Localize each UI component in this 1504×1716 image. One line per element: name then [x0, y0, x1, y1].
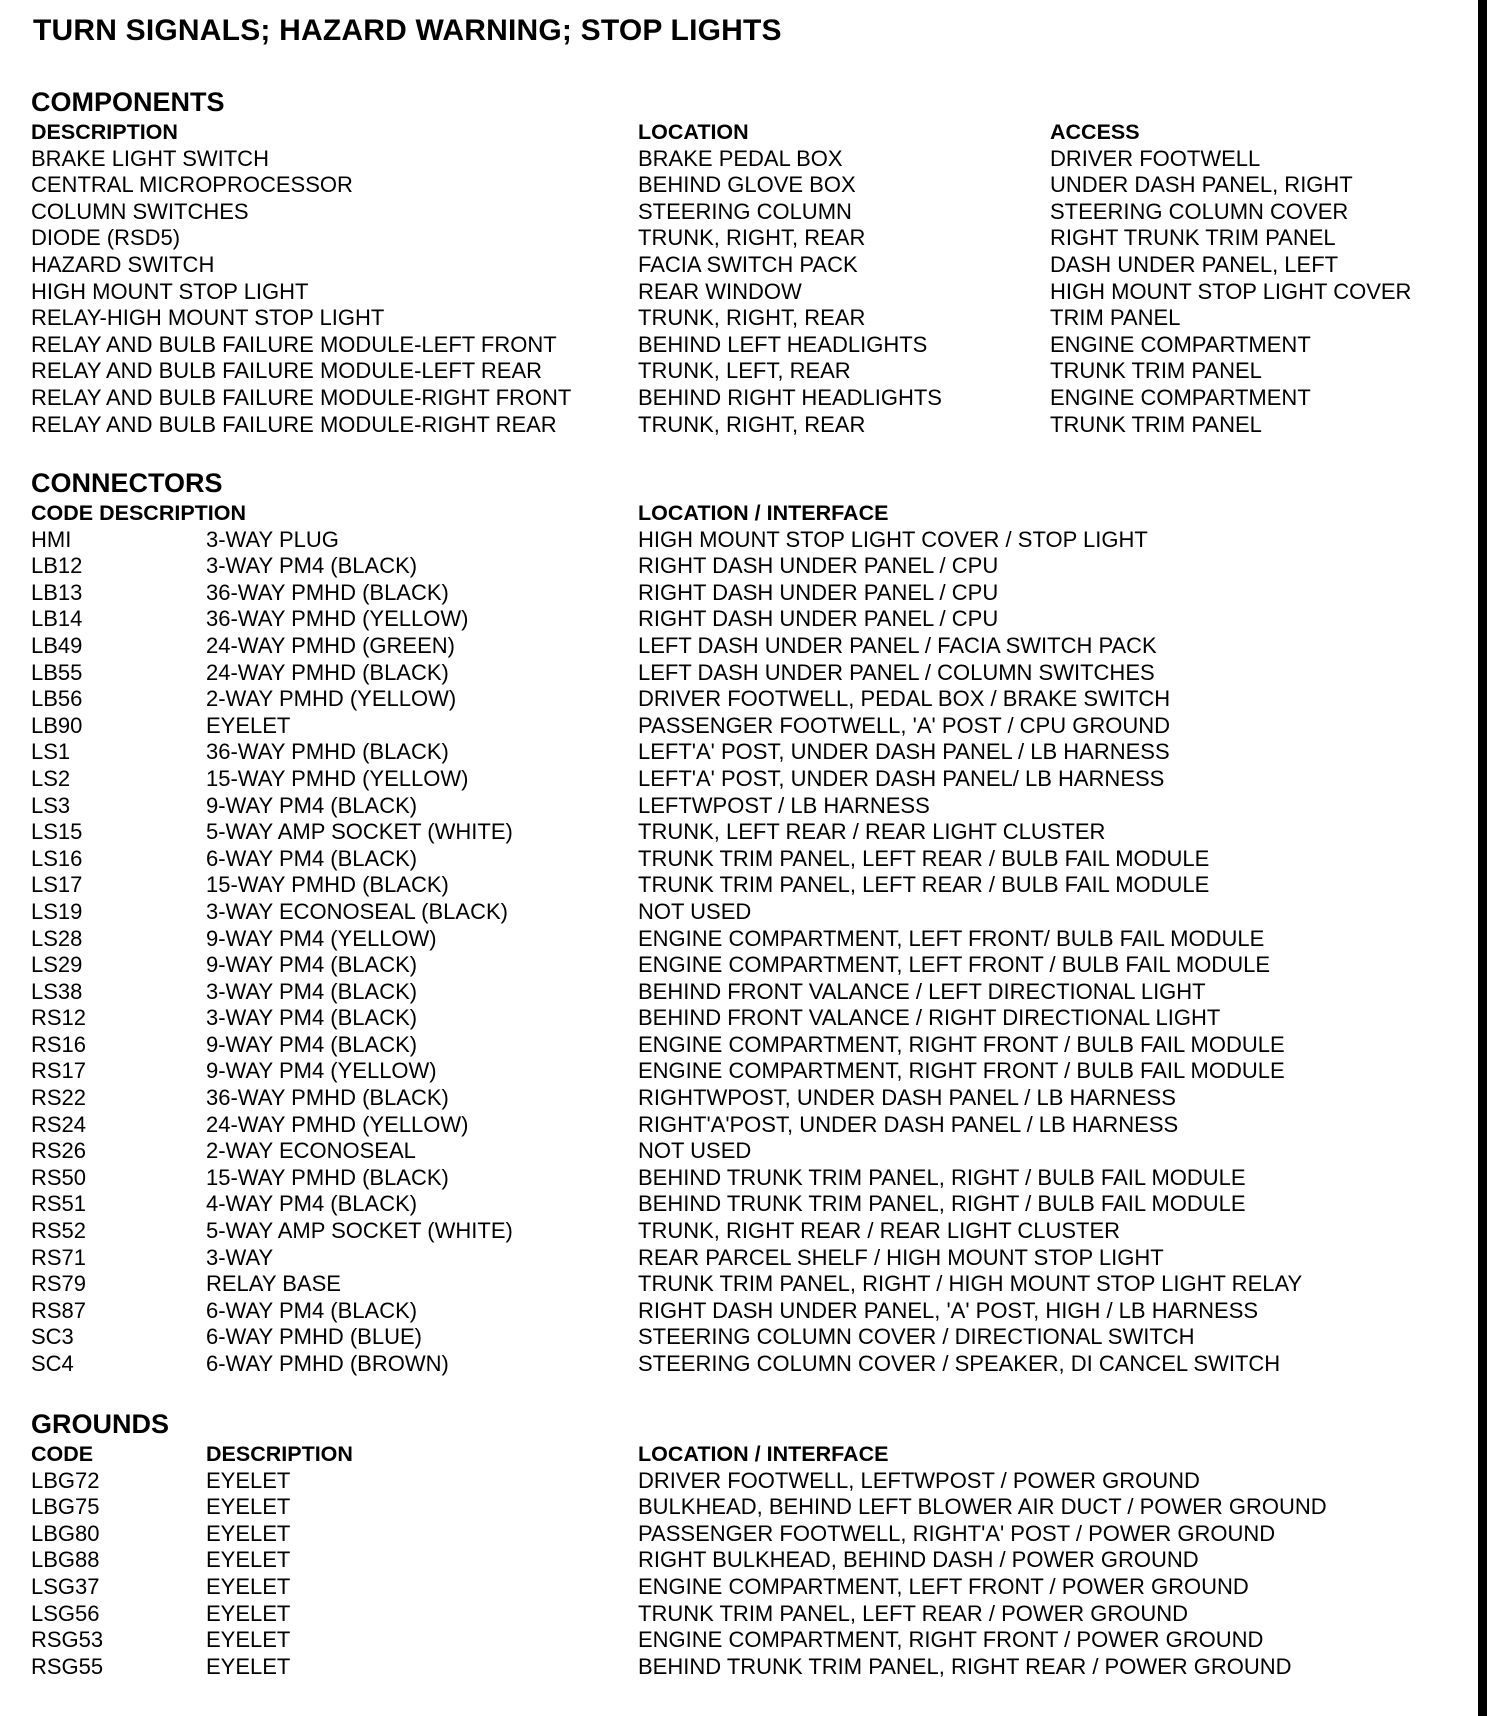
table-row: [31, 1112, 1451, 1139]
table-row: [31, 739, 1451, 766]
ground-description: EYELET: [206, 1627, 291, 1653]
ground-location-interface: TRUNK TRIM PANEL, LEFT REAR / POWER GROUND: [638, 1600, 1189, 1626]
table-row: [31, 1494, 1451, 1521]
access-column-header: ACCESS: [1050, 120, 1140, 144]
component-description: HAZARD SWITCH: [31, 251, 215, 277]
connector-description: 9-WAY PM4 (BLACK): [206, 1031, 418, 1057]
connector-description: 2-WAY ECONOSEAL: [206, 1138, 416, 1164]
ground-location-interface: BULKHEAD, BEHIND LEFT BLOWER AIR DUCT / POWER GROUND: [638, 1494, 1327, 1520]
table-row: [31, 606, 1451, 633]
location-column-header: LOCATION: [638, 120, 749, 144]
component-location: TRUNK, RIGHT, REAR: [638, 225, 866, 251]
connector-code: LS1: [31, 739, 71, 765]
connector-location-interface: RIGHT DASH UNDER PANEL / CPU: [638, 553, 999, 579]
table-row: [31, 172, 1451, 199]
table-row: [31, 527, 1451, 554]
connector-description: 9-WAY PM4 (YELLOW): [206, 925, 437, 951]
connector-code: LS17: [31, 872, 83, 898]
table-row: [31, 686, 1451, 713]
connector-description: 3-WAY: [206, 1244, 274, 1270]
connector-location-interface: NOT USED: [638, 1138, 752, 1164]
table-row: [31, 199, 1451, 226]
connector-description: 6-WAY PMHD (BLUE): [206, 1324, 422, 1350]
connector-code: RS22: [31, 1085, 87, 1111]
table-row: [31, 1468, 1451, 1495]
component-description: DIODE (RSD5): [31, 225, 181, 251]
connector-description: 36-WAY PMHD (BLACK): [206, 739, 449, 765]
ground-description: EYELET: [206, 1494, 291, 1520]
connector-description: RELAY BASE: [206, 1271, 341, 1297]
table-row: [31, 580, 1451, 607]
connector-code: SC4: [31, 1351, 74, 1376]
connector-description: 6-WAY PMHD (BROWN): [206, 1351, 449, 1376]
ground-code: RSG53: [31, 1627, 104, 1653]
table-row: [31, 1574, 1451, 1601]
connector-location-interface: HIGH MOUNT STOP LIGHT COVER / STOP LIGHT: [638, 526, 1148, 552]
connector-code: RS12: [31, 1005, 87, 1031]
table-row: [31, 412, 1451, 439]
connector-location-interface: ENGINE COMPARTMENT, LEFT FRONT / BULB FAIL MODULE: [638, 952, 1270, 978]
component-description: RELAY AND BULB FAILURE MODULE-RIGHT REAR: [31, 411, 557, 437]
connector-description: 15-WAY PMHD (BLACK): [206, 872, 449, 898]
table-row: [31, 1005, 1451, 1032]
connector-location-interface: TRUNK TRIM PANEL, LEFT REAR / BULB FAIL MODULE: [638, 872, 1210, 898]
component-description: COLUMN SWITCHES: [31, 198, 249, 224]
connector-code: RS52: [31, 1218, 87, 1244]
connector-code: LB13: [31, 579, 83, 605]
component-description: HIGH MOUNT STOP LIGHT: [31, 278, 309, 304]
table-row: [31, 1521, 1451, 1548]
connector-code: RS24: [31, 1111, 87, 1137]
connector-code: RS17: [31, 1058, 87, 1084]
ground-location-interface: BEHIND TRUNK TRIM PANEL, RIGHT REAR / POWER GROUND: [638, 1653, 1292, 1679]
ground-code: LSG56: [31, 1600, 100, 1626]
component-access: TRIM PANEL: [1050, 305, 1181, 331]
connector-location-interface: RIGHT DASH UNDER PANEL / CPU: [638, 606, 999, 632]
table-row: [31, 146, 1451, 173]
connectors-section: [31, 466, 1451, 1378]
ground-description: EYELET: [206, 1573, 291, 1599]
table-row: [31, 1298, 1451, 1325]
connector-location-interface: TRUNK, LEFT REAR / REAR LIGHT CLUSTER: [638, 819, 1106, 845]
connector-code: RS51: [31, 1191, 87, 1217]
connector-location-interface: RIGHT DASH UNDER PANEL / CPU: [638, 579, 999, 605]
connector-description: 6-WAY PM4 (BLACK): [206, 845, 418, 871]
table-row: [31, 1271, 1451, 1298]
component-location: REAR WINDOW: [638, 278, 802, 304]
table-row: [31, 305, 1451, 332]
components-title: COMPONENTS: [31, 87, 225, 117]
table-row: [31, 279, 1451, 306]
connector-code: LS19: [31, 898, 83, 924]
connector-location-interface: BEHIND TRUNK TRIM PANEL, RIGHT / BULB FAIL MODULE: [638, 1164, 1246, 1190]
connector-description: 36-WAY PMHD (BLACK): [206, 1085, 449, 1111]
ground-description: EYELET: [206, 1467, 291, 1493]
connector-description: 9-WAY PM4 (YELLOW): [206, 1058, 437, 1084]
location-interface-column-header: LOCATION / INTERFACE: [638, 501, 889, 525]
connector-location-interface: PASSENGER FOOTWELL, 'A' POST / CPU GROUND: [638, 712, 1171, 738]
connector-code: LB90: [31, 712, 83, 738]
page-right-border: [1478, 0, 1487, 1716]
connector-description: 9-WAY PM4 (BLACK): [206, 792, 418, 818]
table-row: [31, 1138, 1451, 1165]
component-description: CENTRAL MICROPROCESSOR: [31, 172, 353, 198]
connector-code: HMI: [31, 526, 72, 552]
connector-location-interface: TRUNK TRIM PANEL, RIGHT / HIGH MOUNT STOP LIGHT RELAY: [638, 1271, 1303, 1297]
table-row: [31, 1324, 1451, 1351]
connector-description: 3-WAY PM4 (BLACK): [206, 553, 418, 579]
table-row: [31, 1245, 1451, 1272]
connector-location-interface: BEHIND FRONT VALANCE / RIGHT DIRECTIONAL LIGHT: [638, 1005, 1221, 1031]
code-description-column-header: CODE DESCRIPTION: [31, 501, 247, 525]
table-row: [31, 225, 1451, 252]
code-column-header: CODE: [31, 1442, 94, 1466]
connector-code: RS71: [31, 1244, 87, 1270]
table-row: [31, 1601, 1451, 1628]
table-row: [31, 1218, 1451, 1245]
ground-location-interface: PASSENGER FOOTWELL, RIGHT'A' POST / POWER GROUND: [638, 1520, 1276, 1546]
component-description: RELAY AND BULB FAILURE MODULE-RIGHT FRONT: [31, 384, 572, 410]
connector-location-interface: ENGINE COMPARTMENT, RIGHT FRONT / BULB FAIL MODULE: [638, 1058, 1285, 1084]
component-access: STEERING COLUMN COVER: [1050, 198, 1349, 224]
connector-location-interface: LEFT'A' POST, UNDER DASH PANEL / LB HARNESS: [638, 739, 1170, 765]
table-row: [31, 1085, 1451, 1112]
component-access: TRUNK TRIM PANEL: [1050, 358, 1262, 384]
component-location: STEERING COLUMN: [638, 198, 852, 224]
connector-location-interface: LEFT'A' POST, UNDER DASH PANEL/ LB HARNESS: [638, 765, 1165, 791]
table-row: [31, 1191, 1451, 1218]
table-row: [31, 385, 1451, 412]
connector-description: 6-WAY PM4 (BLACK): [206, 1297, 418, 1323]
connector-description: 24-WAY PMHD (YELLOW): [206, 1111, 469, 1137]
location-interface-column-header: LOCATION / INTERFACE: [638, 1442, 889, 1466]
component-location: TRUNK, RIGHT, REAR: [638, 411, 866, 437]
connector-location-interface: LEFT DASH UNDER PANEL / FACIA SWITCH PACK: [638, 632, 1157, 658]
connector-description: 4-WAY PM4 (BLACK): [206, 1191, 418, 1217]
connector-description: 3-WAY PM4 (BLACK): [206, 978, 418, 1004]
ground-code: LSG37: [31, 1573, 100, 1599]
component-description: RELAY-HIGH MOUNT STOP LIGHT: [31, 305, 385, 331]
components-header-row: [31, 119, 1451, 146]
connector-description: 15-WAY PMHD (BLACK): [206, 1164, 449, 1190]
connector-description: 24-WAY PMHD (GREEN): [206, 632, 455, 658]
connector-code: LS3: [31, 792, 71, 818]
connector-code: RS87: [31, 1297, 87, 1323]
grounds-section: [31, 1407, 1451, 1680]
component-location: BEHIND LEFT HEADLIGHTS: [638, 331, 928, 357]
table-row: [31, 1627, 1451, 1654]
connector-code: LB14: [31, 606, 83, 632]
connector-location-interface: LEFT DASH UNDER PANEL / COLUMN SWITCHES: [638, 659, 1155, 685]
component-location: TRUNK, LEFT, REAR: [638, 358, 851, 384]
connector-description: 5-WAY AMP SOCKET (WHITE): [206, 819, 513, 845]
table-row: [31, 979, 1451, 1006]
grounds-header-row: [31, 1441, 1451, 1468]
table-row: [31, 1058, 1451, 1085]
connector-location-interface: STEERING COLUMN COVER / SPEAKER, DI CANCEL SWITCH: [638, 1351, 1281, 1376]
ground-description: EYELET: [206, 1600, 291, 1626]
table-row: [31, 819, 1451, 846]
connector-description: 15-WAY PMHD (YELLOW): [206, 765, 469, 791]
component-access: DRIVER FOOTWELL: [1050, 145, 1261, 171]
connector-location-interface: TRUNK, RIGHT REAR / REAR LIGHT CLUSTER: [638, 1218, 1121, 1244]
component-access: DASH UNDER PANEL, LEFT: [1050, 251, 1339, 277]
ground-location-interface: RIGHT BULKHEAD, BEHIND DASH / POWER GROUND: [638, 1547, 1199, 1573]
ground-location-interface: ENGINE COMPARTMENT, LEFT FRONT / POWER GROUND: [638, 1573, 1249, 1599]
component-description: RELAY AND BULB FAILURE MODULE-LEFT FRONT: [31, 331, 557, 357]
table-row: [31, 846, 1451, 873]
ground-description: EYELET: [206, 1520, 291, 1546]
connector-location-interface: STEERING COLUMN COVER / DIRECTIONAL SWITCH: [638, 1324, 1195, 1350]
component-location: TRUNK, RIGHT, REAR: [638, 305, 866, 331]
connector-description: 3-WAY ECONOSEAL (BLACK): [206, 898, 508, 924]
connectors-table-body: [31, 527, 1451, 1378]
connector-location-interface: BEHIND TRUNK TRIM PANEL, RIGHT / BULB FAIL MODULE: [638, 1191, 1246, 1217]
connector-location-interface: ENGINE COMPARTMENT, RIGHT FRONT / BULB FAIL MODULE: [638, 1031, 1285, 1057]
connector-location-interface: BEHIND FRONT VALANCE / LEFT DIRECTIONAL LIGHT: [638, 978, 1206, 1004]
ground-code: LBG88: [31, 1547, 100, 1573]
connector-location-interface: REAR PARCEL SHELF / HIGH MOUNT STOP LIGHT: [638, 1244, 1164, 1270]
table-row: [31, 793, 1451, 820]
connector-description: 24-WAY PMHD (BLACK): [206, 659, 449, 685]
table-row: [31, 872, 1451, 899]
component-location: BEHIND GLOVE BOX: [638, 172, 856, 198]
component-description: BRAKE LIGHT SWITCH: [31, 145, 269, 171]
component-location: FACIA SWITCH PACK: [638, 251, 858, 277]
connector-code: RS79: [31, 1271, 87, 1297]
page-title: TURN SIGNALS; HAZARD WARNING; STOP LIGHTS: [33, 14, 782, 47]
connector-description: 3-WAY PM4 (BLACK): [206, 1005, 418, 1031]
table-row: [31, 1547, 1451, 1574]
component-location: BEHIND RIGHT HEADLIGHTS: [638, 384, 942, 410]
component-description: RELAY AND BULB FAILURE MODULE-LEFT REAR: [31, 358, 543, 384]
table-row: [31, 1165, 1451, 1192]
component-location: BRAKE PEDAL BOX: [638, 145, 843, 171]
connector-code: LB55: [31, 659, 83, 685]
table-row: [31, 926, 1451, 953]
table-row: [31, 633, 1451, 660]
connector-code: LS29: [31, 952, 83, 978]
ground-code: LBG72: [31, 1467, 100, 1493]
connector-code: LS28: [31, 925, 83, 951]
component-access: RIGHT TRUNK TRIM PANEL: [1050, 225, 1336, 251]
components-table-body: [31, 146, 1451, 439]
table-row: [31, 660, 1451, 687]
table-row: [31, 332, 1451, 359]
ground-code: LBG75: [31, 1494, 100, 1520]
connector-description: 3-WAY PLUG: [206, 526, 339, 552]
table-row: [31, 1654, 1451, 1681]
description-column-header: DESCRIPTION: [206, 1442, 353, 1466]
component-access: UNDER DASH PANEL, RIGHT: [1050, 172, 1353, 198]
table-row: [31, 713, 1451, 740]
connector-description: 9-WAY PM4 (BLACK): [206, 952, 418, 978]
connector-code: SC3: [31, 1324, 74, 1350]
connector-description: 2-WAY PMHD (YELLOW): [206, 686, 457, 712]
component-access: TRUNK TRIM PANEL: [1050, 411, 1262, 437]
connector-code: RS50: [31, 1164, 87, 1190]
connector-description: EYELET: [206, 712, 291, 738]
components-section: [31, 85, 1451, 438]
connector-code: LS15: [31, 819, 83, 845]
component-access: HIGH MOUNT STOP LIGHT COVER: [1050, 278, 1412, 304]
table-row: [31, 358, 1451, 385]
connector-description: 36-WAY PMHD (BLACK): [206, 579, 449, 605]
connector-code: LB49: [31, 632, 83, 658]
grounds-title: GROUNDS: [31, 1409, 170, 1439]
connectors-header-row: [31, 500, 1451, 527]
connector-code: RS16: [31, 1031, 87, 1057]
connector-code: LB56: [31, 686, 83, 712]
ground-description: EYELET: [206, 1653, 291, 1679]
connector-code: LS2: [31, 765, 71, 791]
ground-description: EYELET: [206, 1547, 291, 1573]
connector-location-interface: DRIVER FOOTWELL, PEDAL BOX / BRAKE SWITCH: [638, 686, 1171, 712]
connector-description: 5-WAY AMP SOCKET (WHITE): [206, 1218, 513, 1244]
connector-location-interface: RIGHTWPOST, UNDER DASH PANEL / LB HARNESS: [638, 1085, 1176, 1111]
ground-location-interface: ENGINE COMPARTMENT, RIGHT FRONT / POWER GROUND: [638, 1627, 1264, 1653]
connector-code: LS16: [31, 845, 83, 871]
table-row: [31, 899, 1451, 926]
ground-location-interface: DRIVER FOOTWELL, LEFTWPOST / POWER GROUND: [638, 1467, 1200, 1493]
grounds-table-body: [31, 1468, 1451, 1681]
ground-code: LBG80: [31, 1520, 100, 1546]
connector-code: RS26: [31, 1138, 87, 1164]
table-row: [31, 766, 1451, 793]
component-access: ENGINE COMPARTMENT: [1050, 331, 1311, 357]
table-row: [31, 1351, 1451, 1378]
table-row: [31, 1032, 1451, 1059]
connector-location-interface: NOT USED: [638, 898, 752, 924]
connector-code: LB12: [31, 553, 83, 579]
component-access: ENGINE COMPARTMENT: [1050, 384, 1311, 410]
connectors-title: CONNECTORS: [31, 468, 223, 498]
description-column-header: DESCRIPTION: [31, 120, 178, 144]
connector-location-interface: LEFTWPOST / LB HARNESS: [638, 792, 930, 818]
connector-location-interface: TRUNK TRIM PANEL, LEFT REAR / BULB FAIL MODULE: [638, 845, 1210, 871]
connector-location-interface: ENGINE COMPARTMENT, LEFT FRONT/ BULB FAIL MODULE: [638, 925, 1265, 951]
ground-code: RSG55: [31, 1653, 104, 1679]
table-row: [31, 252, 1451, 279]
connector-location-interface: RIGHT'A'POST, UNDER DASH PANEL / LB HARNESS: [638, 1111, 1179, 1137]
connector-location-interface: RIGHT DASH UNDER PANEL, 'A' POST, HIGH / LB HARNESS: [638, 1297, 1259, 1323]
connector-description: 36-WAY PMHD (YELLOW): [206, 606, 469, 632]
table-row: [31, 952, 1451, 979]
connector-code: LS38: [31, 978, 83, 1004]
table-row: [31, 553, 1451, 580]
